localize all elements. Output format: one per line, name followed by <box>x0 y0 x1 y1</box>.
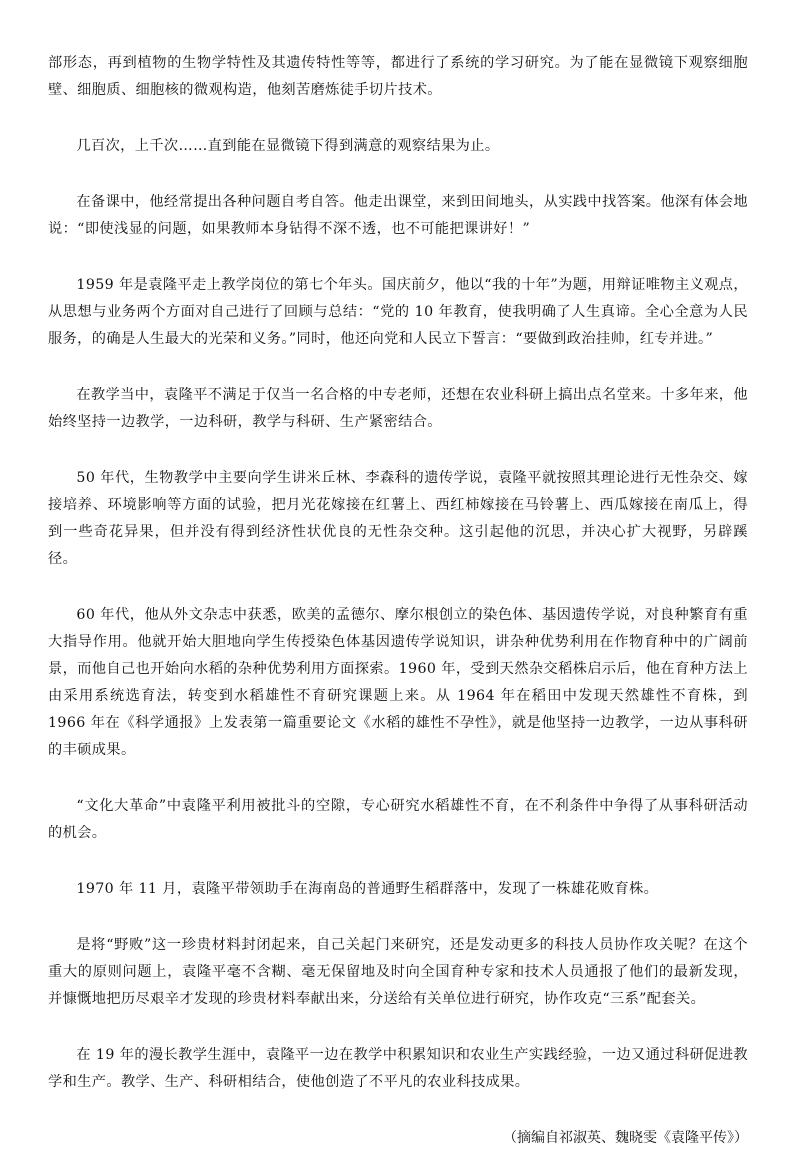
paragraph-4: 1959 年是袁隆平走上教学岗位的第七个年头。国庆前夕，他以“我的十年”为题，用辩证唯物主义观点，从思想与业务两个方面对自己进行了回顾与总结：“党的 10 年教育，使我明确了人生真谛。全心全意为人民服务，的确是人生最大的光荣和义务。”同时，他还向党和人民立下誓言：“要做到政治挂帅，红专并进。” <box>48 277 748 347</box>
paragraph-8: “文化大革命”中袁隆平利用被批斗的空隙，专心研究水稻雄性不育，在不利条件中争得了从事科研活动的机会。 <box>48 798 748 841</box>
paragraph-2: 几百次，上千次……直到能在显微镜下得到满意的观察结果为止。 <box>76 138 500 154</box>
paragraph-10: 是将“野败”这一珍贵材料封闭起来，自己关起门来研究，还是发动更多的科技人员协作攻关呢？在这个重大的原则问题上，袁隆平毫不含糊、毫无保留地及时向全国育种专家和技术人员通报了他们的最新发现，并慷慨地把历尽艰辛才发现的珍贵材料奉献出来，分送给有关单位进行研究，协作攻克“三系”配套关。 <box>48 937 748 1007</box>
paragraph-11: 在 19 年的漫长教学生涯中，袁隆平一边在教学中积累知识和农业生产实践经验，一边又通过科研促进教学和生产。教学、生产、科研相结合，使他创造了不平凡的农业科技成果。 <box>48 1047 748 1090</box>
document-page <box>48 50 748 1152</box>
paragraph-1: 部形态，再到植物的生物学特性及其遗传特性等等，都进行了系统的学习研究。为了能在显微镜下观察细胞壁、细胞质、细胞核的微观构造，他刻苦磨炼徒手切片技术。 <box>48 55 748 98</box>
paragraph-7: 60 年代，他从外文杂志中获悉，欧美的孟德尔、摩尔根创立的染色体、基因遗传学说，对良种繁育有重大指导作用。他就开始大胆地向学生传授染色体基因遗传学说知识，讲杂种优势利用在作物育种中的广阔前景，而他自己也开始向水稻的杂种优势利用方面探索。1960 年，受到天然杂交稻株启示后，他在育种方法上由采用系统选育法，转变到水稻雄性不育研究课题上来。从 1964 年在稻田中发现天然雄性不育株，到 1966 年在《科学通报》上发表第一篇重要论文《水稻的雄性不孕性》，就是他坚持一边教学，一边从事科研的丰硕成果。 <box>48 607 748 758</box>
paragraph-6: 50 年代，生物教学中主要向学生讲米丘林、李森科的遗传学说，袁隆平就按照其理论进行无性杂交、嫁接培养、环境影响等方面的试验，把月光花嫁接在红薯上、西红柿嫁接在马铃薯上、西瓜嫁接在南瓜上，得到一些奇花异果，但并没有得到经济性状优良的无性杂交种。这引起他的沉思，并决心扩大视野，另辟蹊径。 <box>48 470 748 567</box>
paragraph-5: 在教学当中，袁隆平不满足于仅当一名合格的中专老师，还想在农业科研上搞出点名堂来。十多年来，他始终坚持一边教学，一边科研，教学与科研、生产紧密结合。 <box>48 387 748 430</box>
source-citation: （摘编自祁淑英、魏晓雯《袁隆平传》） <box>503 1130 748 1146</box>
paragraph-9: 1970 年 11 月，袁隆平带领助手在海南岛的普通野生稻群落中，发现了一株雄花败育株。 <box>76 881 659 897</box>
paragraph-3: 在备课中，他经常提出各种问题自考自答。他走出课堂，来到田间地头，从实践中找答案。他深有体会地说：“即使浅显的问题，如果教师本身钻得不深不透，也不可能把课讲好！” <box>48 194 748 237</box>
